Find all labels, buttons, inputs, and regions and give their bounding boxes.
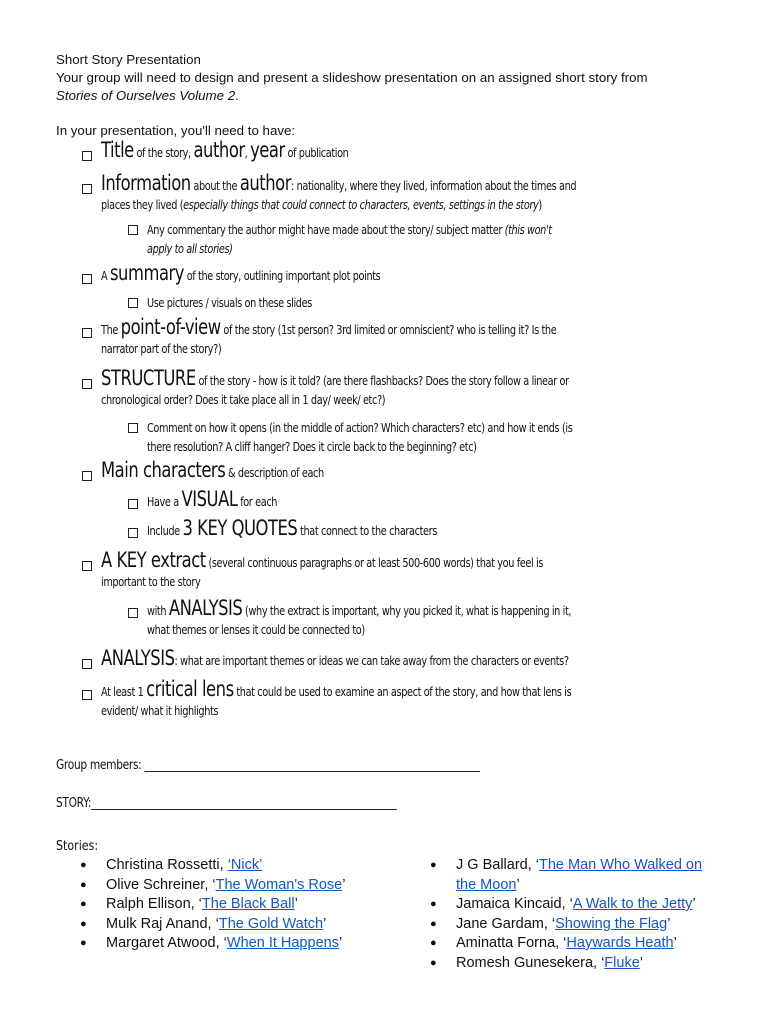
checkbox[interactable] xyxy=(82,561,92,571)
list-item: ● Aminatta Forna, ‘Haywards Heath’ xyxy=(430,934,720,954)
story-link[interactable]: The Gold Watch xyxy=(218,915,324,932)
checkbox[interactable] xyxy=(128,608,138,618)
story-link[interactable]: Haywards Heath xyxy=(566,935,674,951)
checkbox[interactable] xyxy=(128,225,138,235)
book-title: Stories of Ourselves Volume 2 xyxy=(56,88,236,103)
checklist-subitem: Any commentary the author might have made about the story/ subject matter (this won't apply to all stories) xyxy=(128,220,666,258)
checklist-item: Information about the author: nationality, where they lived, information about the times and places they lived (especially things that could connect to characters, events, settings in the story) xyxy=(82,174,768,214)
intro xyxy=(56,51,716,105)
checklist-lead: In your presentation, you'll need to have: xyxy=(56,123,296,138)
story-link[interactable]: ‘Nick’ xyxy=(227,857,263,873)
story-link[interactable]: Showing the Flag xyxy=(555,915,668,932)
checklist-subitem: Use pictures / visuals on these slides xyxy=(128,293,358,312)
checkbox[interactable] xyxy=(128,423,138,433)
checkbox[interactable] xyxy=(82,379,92,389)
checkbox[interactable] xyxy=(82,471,92,481)
checkbox[interactable] xyxy=(82,690,92,700)
list-item: ● Mulk Raj Anand, ‘The Gold Watch’ xyxy=(80,915,410,935)
book-title-line: Stories of Ourselves Volume 2. xyxy=(56,88,239,103)
story-link[interactable]: The Man Who Walked on the Moon xyxy=(456,857,703,893)
story-link[interactable]: The Woman's Rose xyxy=(215,876,343,893)
checklist-item: STRUCTURE of the story - how is it told? (are there flashbacks? Does the story follow a linear or chronological order? Does it take place all in 1 day/ week/ etc?) xyxy=(82,369,701,409)
stories-list-right xyxy=(430,856,720,973)
group-members-field[interactable]: Group members: ___________________________________________________________________ xyxy=(56,758,480,773)
checklist-item: ANALYSIS: what are important themes or ideas we can take away from the characters or events? xyxy=(82,649,701,670)
list-item: ● Christina Rossetti, ‘Nick’ xyxy=(80,856,410,876)
stories-list-left xyxy=(80,856,410,954)
checklist-subitem: Comment on how it opens (in the middle of action? Which characters? etc) and how it ends (is there resolution? A cliff hanger? Does it circle back to the beginning? etc) xyxy=(128,418,692,456)
checklist-item: Main characters & description of each xyxy=(82,461,387,482)
story-link[interactable]: The Black Ball xyxy=(201,896,295,912)
checklist-subitem: Have a VISUAL for each xyxy=(128,490,314,511)
checkbox[interactable] xyxy=(82,328,92,338)
checkbox[interactable] xyxy=(82,151,92,161)
story-field[interactable]: STORY:_____________________________________________________________ xyxy=(56,796,397,811)
list-item: ● Olive Schreiner, ‘The Woman's Rose’ xyxy=(80,876,410,896)
checklist-item: A summary of the story, outlining important plot points xyxy=(82,264,459,285)
checklist-item: At least 1 critical lens that could be used to examine an aspect of the story, and how that lens is evident/ what it highlights xyxy=(82,680,704,720)
checkbox[interactable] xyxy=(82,184,92,194)
checklist-subitem: Include 3 KEY QUOTES that connect to the characters xyxy=(128,519,519,540)
intro-text: Your group will need to design and present a slideshow presentation on an assigned short story from xyxy=(56,70,648,85)
list-item: ● Jane Gardam, ‘Showing the Flag’ xyxy=(430,915,720,935)
stories-heading: Stories: xyxy=(56,838,99,854)
story-link[interactable]: Fluke xyxy=(604,954,640,971)
document-title: Short Story Presentation xyxy=(56,52,201,67)
checkbox[interactable] xyxy=(128,528,138,538)
list-item: ● Romesh Gunesekera, ‘Fluke’ xyxy=(430,954,720,974)
list-item: ● Margaret Atwood, ‘When It Happens’ xyxy=(80,934,410,954)
checkbox[interactable] xyxy=(82,274,92,284)
list-item: ● J G Ballard, ‘The Man Who Walked on the Moon’ xyxy=(430,856,720,895)
checkbox[interactable] xyxy=(128,499,138,509)
story-link[interactable]: When It Happens xyxy=(226,935,339,951)
checklist-item: The point-of-view of the story (1st person? 3rd limited or omniscient? who is telling it? Is the narrator part of the story?) xyxy=(82,318,685,358)
list-item: ● Ralph Ellison, ‘The Black Ball’ xyxy=(80,895,410,915)
checkbox[interactable] xyxy=(82,659,92,669)
checklist-subitem: with ANALYSIS (why the extract is important, why you picked it, what is happening in it, what themes or lenses it could be connected to) xyxy=(128,599,691,639)
checklist-item: Title of the story, author, year of publication xyxy=(82,141,418,162)
story-link[interactable]: A Walk to the Jetty xyxy=(572,896,693,912)
list-item: ● Jamaica Kincaid, ‘A Walk to the Jetty’ xyxy=(430,895,720,915)
checkbox[interactable] xyxy=(128,298,138,308)
checklist-item: A KEY extract (several continuous paragraphs or at least 500-600 words) that you feel is important to the story xyxy=(82,551,668,591)
